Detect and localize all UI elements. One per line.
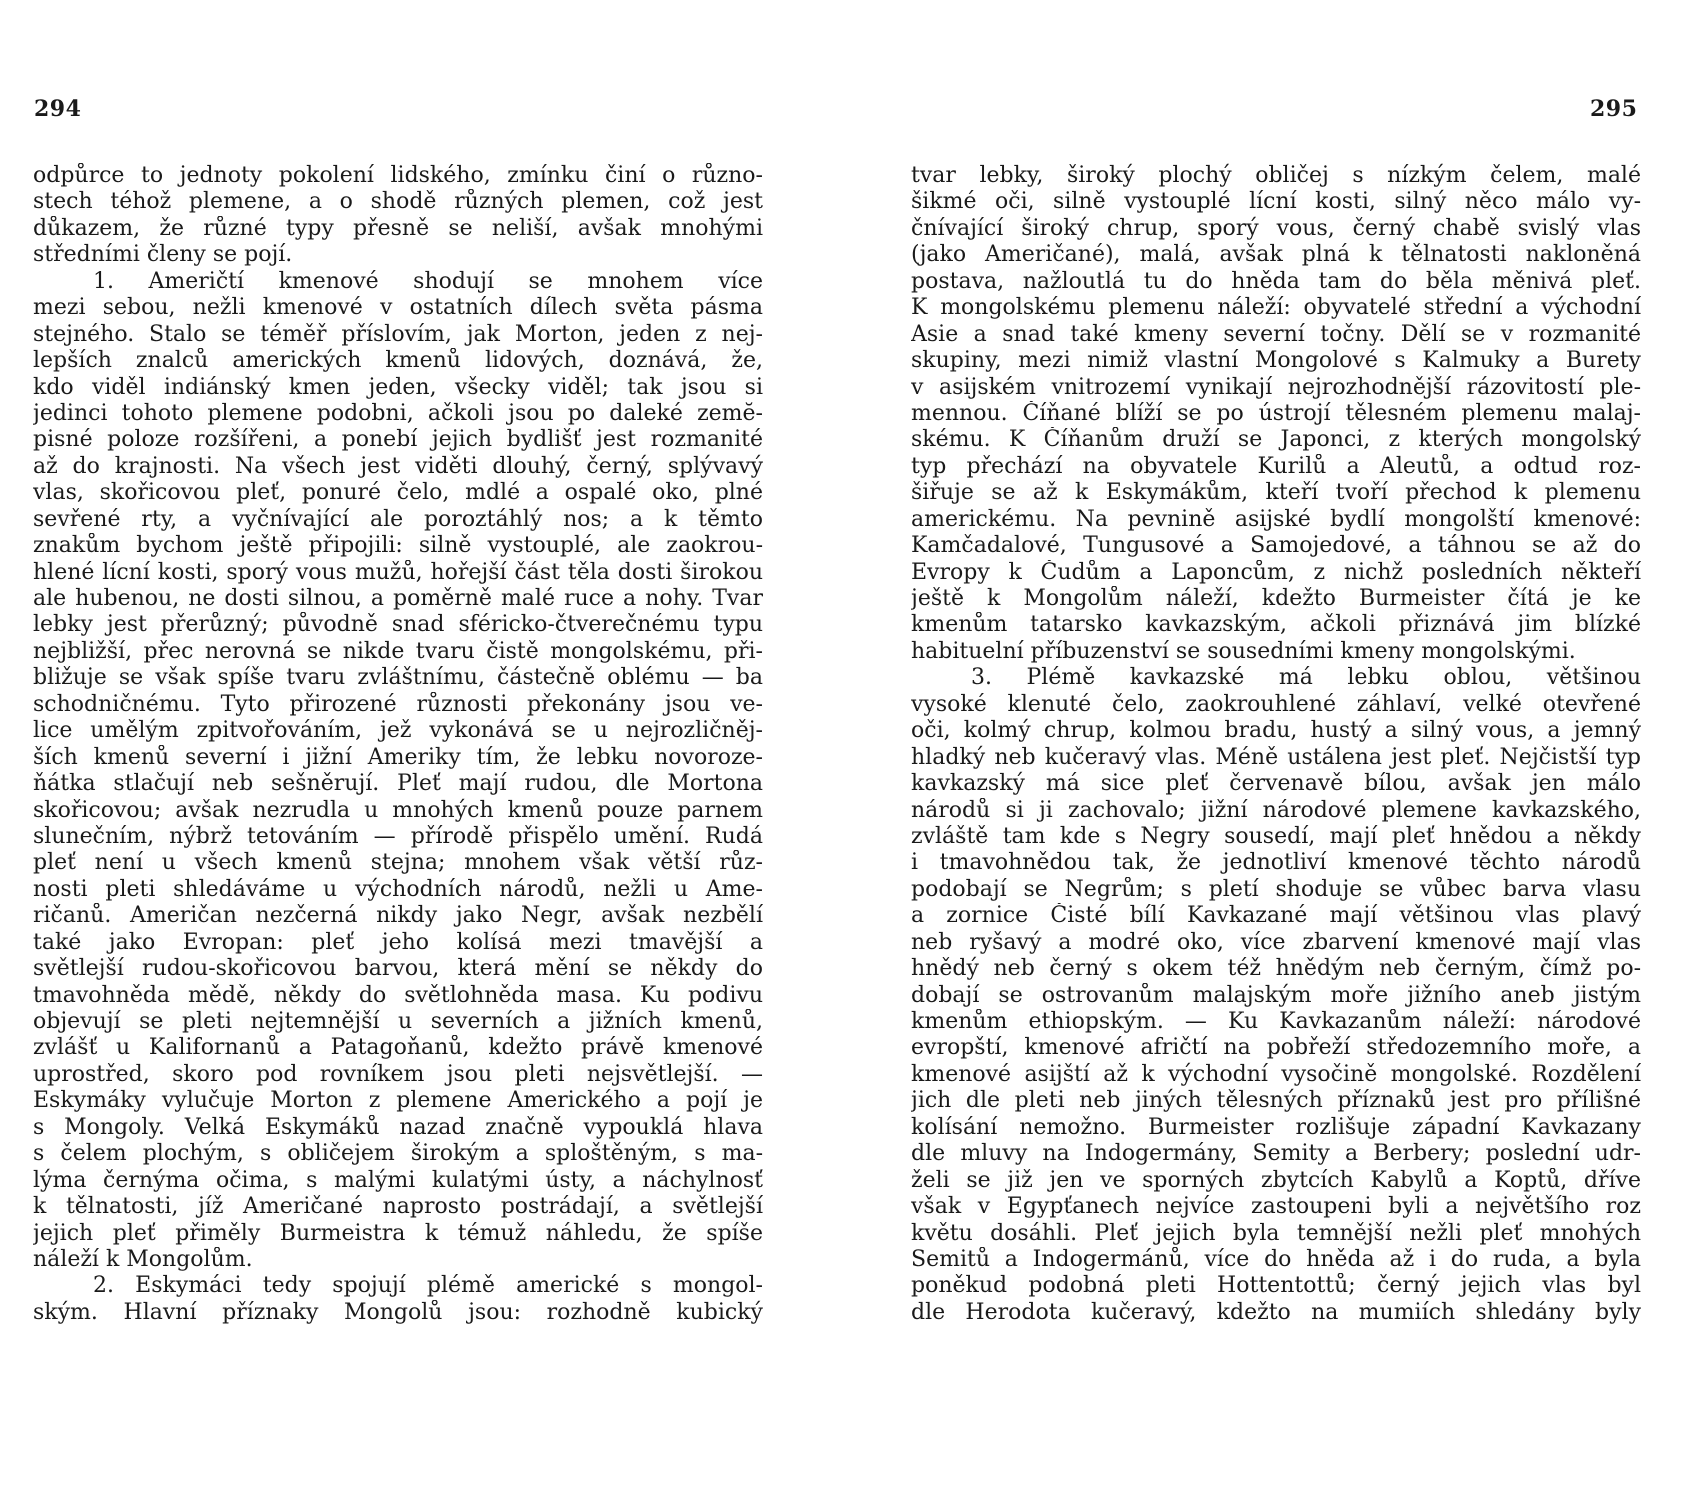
text-line: v asijském vnitrozemí vynikají nejrozhodnější rázovitostí ple- xyxy=(911,374,1641,400)
text-line: nejbližší, přec nerovná se nikde tvaru čistě mongolskému, při- xyxy=(33,638,763,664)
text-line: lice umělým zpitvořováním, jež vykonává se u nejrozličněj- xyxy=(33,718,763,744)
text-line: objevují se pleti nejtemnější u severních a jižních kmenů, xyxy=(33,1009,763,1034)
text-line: želi se již jen ve sporných zbytcích Kabylů a Koptů, dříve xyxy=(911,1167,1641,1193)
text-line: mezi sebou, nežli kmenové v ostatních dílech světa pásma xyxy=(33,295,763,321)
text-line: hladký neb kučeravý vlas. Méně ustálena jest pleť. Nejčistší typ xyxy=(911,744,1641,770)
text-line: kolísání nemožno. Burmeister rozlišuje západní Kavkazany xyxy=(911,1114,1641,1140)
text-line: podobají se Negrům; s pletí shoduje se vůbec barva vlasu xyxy=(911,876,1641,902)
text-line: šiřuje se až k Eskymákům, kteří tvoří přechod k plemenu xyxy=(911,480,1641,506)
text-line: K mongolskému plemenu náleží: obyvatelé střední a východní xyxy=(911,295,1641,321)
text-line: Kamčadalové, Tungusové a Samojedové, a táhnou se až do xyxy=(911,533,1641,559)
text-line: (jako Američané), malá, avšak plná k tělnatosti nakloněná xyxy=(911,242,1641,268)
text-line: zvláště tam kde s Negry sousedí, mají pleť hnědou a někdy xyxy=(911,823,1641,849)
text-line: neb ryšavý a modré oko, více zbarvení kmenové mají vlas xyxy=(911,929,1641,955)
text-line: 3. Plémě kavkazské má lebku oblou, většinou xyxy=(971,665,1641,691)
text-line: tmavohněda mědě, někdy do světlohněda masa. Ku podivu xyxy=(33,982,763,1008)
text-line: habituelní příbuzenství se sousedními kmeny mongolskými. xyxy=(911,638,1576,664)
text-line: hlené lícní kosti, sporý vous mužů, hořejší část těla dosti širokou xyxy=(33,559,763,585)
text-line: jejich pleť přiměly Burmeistra k témuž náhledu, že spíše xyxy=(33,1220,763,1246)
text-line: typ přechází na obyvatele Kurilů a Aleutů, a odtud roz- xyxy=(911,453,1641,479)
text-line: sevřené rty, a vyčnívající ale poroztáhlý nos; a k těmto xyxy=(33,506,763,532)
text-line: 1. Američtí kmenové shodují se mnohem více xyxy=(93,268,763,294)
text-line: ších kmenů severní i jižní Ameriky tím, že lebku novoroze- xyxy=(33,744,763,770)
text-line: skému. K Číňanům druží se Japonci, z kterých mongolský xyxy=(911,427,1641,453)
text-line: uprostřed, skoro pod rovníkem jsou pleti nejsvětlejší. — xyxy=(33,1061,763,1087)
text-line: až do krajnosti. Na všech jest viděti dlouhý, černý, splývavý xyxy=(33,453,763,479)
text-line: lýma černýma očima, s malými kulatými ústy, a náchylnosť xyxy=(33,1167,763,1193)
text-line: pisné poloze rozšířeni, a ponebí jejich bydlišť jest rozmanité xyxy=(33,427,763,453)
text-line: důkazem, že různé typy přesně se neliší, avšak mnohými xyxy=(33,215,763,241)
text-line: jich dle pleti neb jiných tělesných příznaků jest pro přílišné xyxy=(911,1088,1641,1114)
text-line: kdo viděl indiánský kmen jeden, všecky viděl; tak jsou si xyxy=(33,374,763,400)
text-line: lebky jest přerůzný; původně snad sféricko-čtverečnému typu xyxy=(33,612,763,638)
text-line: vysoké klenuté čelo, zaokrouhlené záhlaví, velké otevřené xyxy=(911,691,1641,717)
text-line: dle Herodota kučeravý, kdežto na mumiích shledány byly xyxy=(911,1299,1641,1325)
text-line: Evropy k Čudům a Laponcům, z nichž posledních někteří xyxy=(911,559,1641,585)
text-line: s čelem plochým, s obličejem širokým a sploštěným, s ma- xyxy=(33,1141,763,1167)
text-line: ale hubenou, ne dosti silnou, a poměrně malé ruce a nohy. Tvar xyxy=(33,586,763,611)
text-line: oči, kolmý chrup, kolmou bradu, hustý a silný vous, a jemný xyxy=(911,718,1641,744)
text-line: evropští, kmenové afričtí na pobřeží středozemního moře, a xyxy=(911,1035,1641,1061)
text-line: květu dosáhli. Pleť jejich byla temnější nežli pleť mnohých xyxy=(911,1220,1641,1246)
text-line: národů si ji zachovalo; jižní národové plemene kavkazského, xyxy=(911,797,1641,823)
text-line: americkému. Na pevnině asijské bydlí mongolští kmenové: xyxy=(911,506,1641,532)
left-page-text xyxy=(33,163,763,1326)
text-line: také jako Evropan: pleť jeho kolísá mezi tmavější a xyxy=(33,929,763,955)
text-line: šikmé oči, silně vystouplé lícní kosti, silný něco málo vy- xyxy=(911,189,1641,215)
text-line: postava, nažloutlá tu do hněda tam do běla měnivá pleť. xyxy=(911,268,1641,294)
text-line: dle mluvy na Indogermány, Semity a Berbery; poslední udr- xyxy=(911,1141,1641,1167)
text-line: dobají se ostrovanům malajským moře jižního aneb jistým xyxy=(911,982,1641,1008)
text-line: bližuje se však spíše tvaru zvláštnímu, částečně oblému — ba xyxy=(33,665,763,691)
text-line: středními členy se pojí. xyxy=(33,242,293,268)
text-line: stech téhož plemene, a o shodě různých plemen, což jest xyxy=(33,189,763,215)
text-line: schodničnému. Tyto přirozené různosti překonány jsou ve- xyxy=(33,691,763,717)
right-page-number: 295 xyxy=(1590,96,1638,122)
text-line: jedinci tohoto plemene podobni, ačkoli jsou po daleké zemĕ- xyxy=(33,400,763,426)
text-line: 2. Eskymáci tedy spojují plémě americké s mongol- xyxy=(93,1273,763,1299)
text-line: zvlášť u Kalifornanů a Patagoňanů, kdežto právě kmenové xyxy=(33,1035,763,1061)
text-line: mennou. Číňané blíží se po ústrojí tělesném plemenu malaj- xyxy=(911,400,1641,426)
text-line: poněkud podobná pleti Hottentottů; černý jejich vlas byl xyxy=(911,1273,1641,1299)
text-line: náleží k Mongolům. xyxy=(33,1246,253,1272)
text-line: znakům bychom ještě připojili: silně vystouplé, ale zaokrou- xyxy=(33,533,763,559)
text-line: vlas, skořicovou pleť, ponuré čelo, mdlé a ospalé oko, plné xyxy=(33,480,763,506)
text-line: k tělnatosti, jíž Američané naprosto postrádají, a světlejší xyxy=(33,1194,763,1220)
text-line: i tmavohnědou tak, že jednotliví kmenové těchto národů xyxy=(911,850,1641,876)
text-line: čnívající široký chrup, sporý vous, černý chabě svislý vlas xyxy=(911,215,1641,241)
text-line: skořicovou; avšak nezrudla u mnohých kmenů pouze parnem xyxy=(33,797,763,823)
text-line: Eskymáky vylučuje Morton z plemene Amerického a pojí je xyxy=(33,1088,763,1114)
text-line: a zornice Čisté bílí Kavkazané mají většinou vlas plavý xyxy=(911,903,1641,929)
right-page-text xyxy=(911,163,1641,1326)
text-line: slunečním, nýbrž tetováním — přírodě přispělo umění. Rudá xyxy=(33,823,763,849)
text-line: tvar lebky, široký plochý obličej s nízkým čelem, malé xyxy=(911,163,1641,188)
text-line: lepších znalců amerických kmenů lidových, doznává, že, xyxy=(33,348,763,374)
text-line: Semitů a Indogermánů, více do hněda až i do ruda, a byla xyxy=(911,1246,1641,1272)
text-line: kmenům tatarsko kavkazským, ačkoli přiznává jim blízké xyxy=(911,612,1641,638)
text-line: kmenům ethiopským. — Ku Kavkazanům náleží: národové xyxy=(911,1009,1641,1034)
text-line: Asie a snad také kmeny severní točny. Dělí se v rozmanité xyxy=(911,321,1641,347)
text-line: skupiny, mezi nimiž vlastní Mongolové s Kalmuky a Burety xyxy=(911,348,1641,374)
text-line: pleť není u všech kmenů stejna; mnohem však větší růz- xyxy=(33,850,763,876)
text-line: s Mongoly. Velká Eskymáků nazad značně vypouklá hlava xyxy=(33,1114,763,1140)
text-line: odpůrce to jednoty pokolení lidského, zmínku činí o různo- xyxy=(33,163,763,188)
text-line: nosti pleti shledáváme u východních národů, nežli u Ame- xyxy=(33,876,763,902)
text-line: ričanů. Američan nezčerná nikdy jako Negr, avšak nezbělí xyxy=(33,903,763,929)
text-line: světlejší rudou-skořicovou barvou, která mění se někdy do xyxy=(33,956,763,982)
text-line: ňátka stlačují neb sešněrují. Pleť mají rudou, dle Mortona xyxy=(33,771,763,797)
text-line: ještě k Mongolům náleží, kdežto Burmeister čítá je ke xyxy=(911,586,1641,611)
text-line: však v Egypťanech nejvíce zastoupeni byli a největšího roz xyxy=(911,1194,1641,1220)
text-line: stejného. Stalo se téměř příslovím, jak Morton, jeden z nej- xyxy=(33,321,763,347)
left-page-number: 294 xyxy=(34,96,82,122)
text-line: hnědý neb černý s okem též hnědým neb černým, čímž po- xyxy=(911,956,1641,982)
text-line: kavkazský má sice pleť červenavě bílou, avšak jen málo xyxy=(911,771,1641,797)
text-line: ským. Hlavní příznaky Mongolů jsou: rozhodně kubický xyxy=(33,1299,763,1325)
text-line: kmenové asijští až k východní vysočině mongolské. Rozdělení xyxy=(911,1061,1641,1087)
